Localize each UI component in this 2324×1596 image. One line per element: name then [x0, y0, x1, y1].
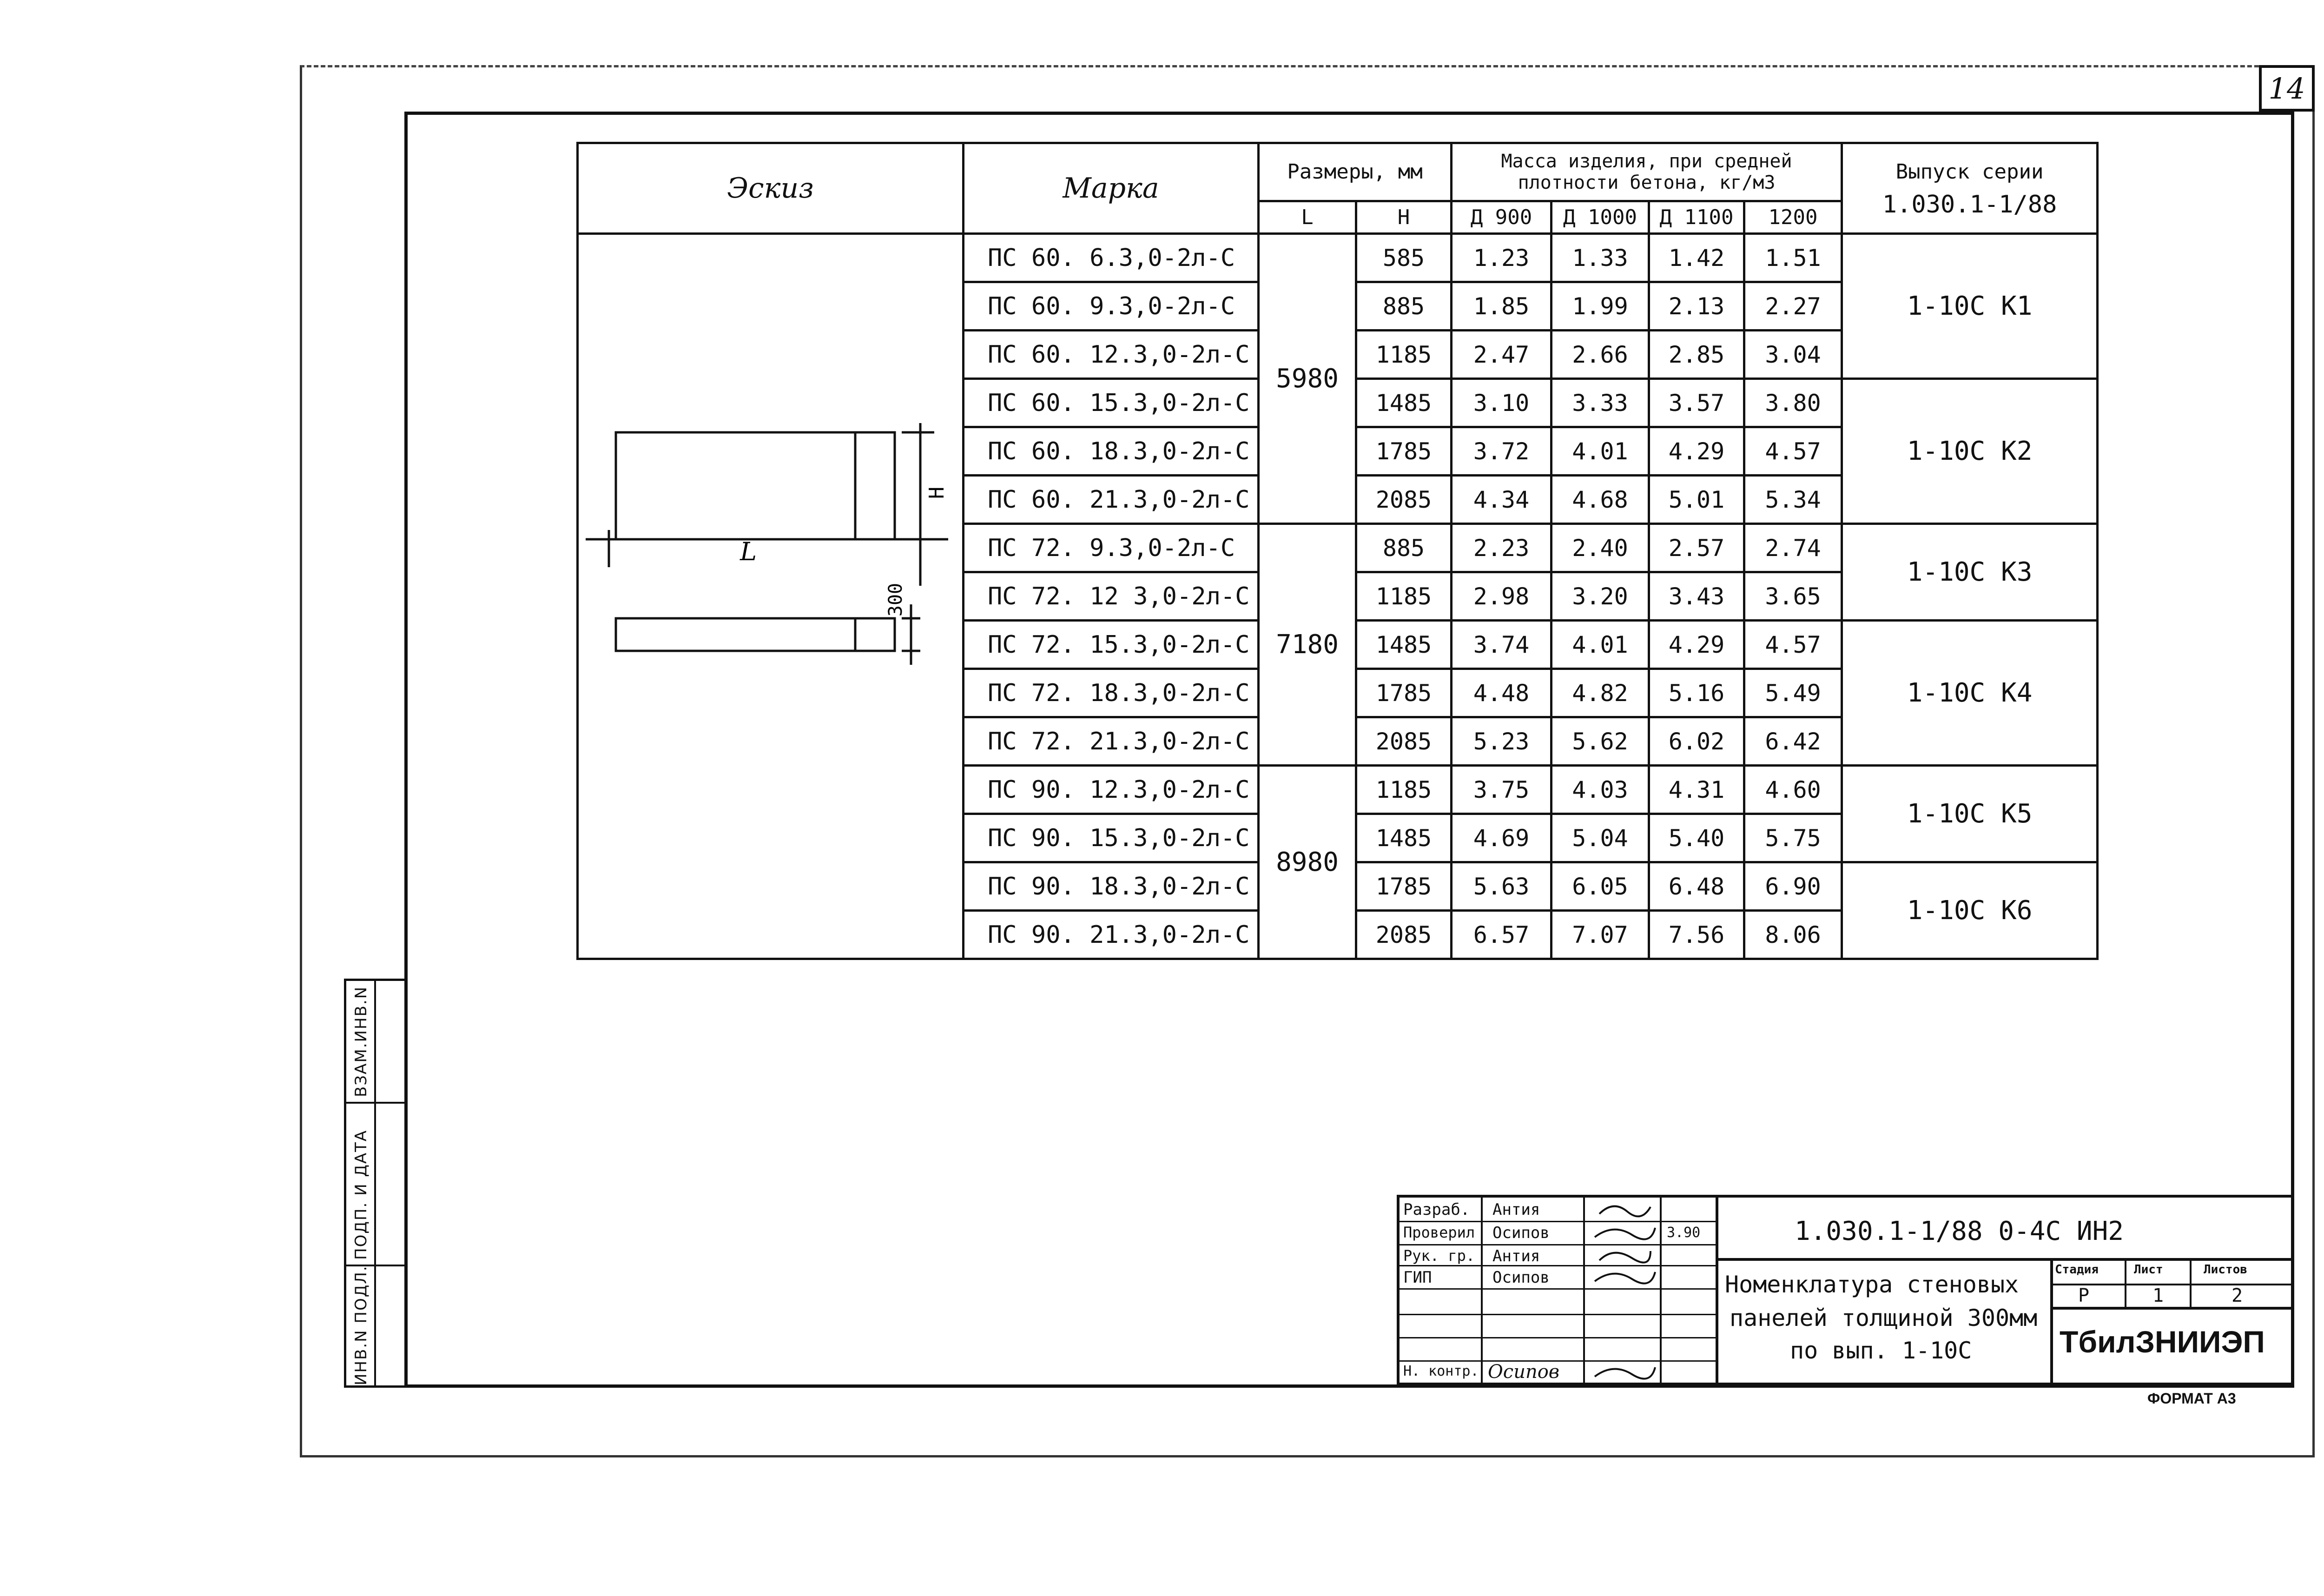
height-cell: 1785 — [1356, 669, 1452, 717]
mass-cell: 5.34 — [1744, 476, 1842, 524]
header-d1000: Д 1000 — [1552, 201, 1649, 234]
mark-cell: ПС 72. 15.3,0-2л-С — [964, 621, 1259, 669]
stamp-stage-header: Стадия — [2055, 1263, 2099, 1277]
mass-cell: 2.57 — [1649, 524, 1744, 572]
height-cell: 1185 — [1356, 331, 1452, 379]
mass-cell: 4.34 — [1452, 476, 1552, 524]
mass-cell: 5.04 — [1552, 814, 1649, 862]
stamp-role-norm-control: Н. контр. — [1403, 1363, 1479, 1379]
stamp-date: 3.90 — [1667, 1225, 1701, 1241]
mass-cell: 4.01 — [1552, 427, 1649, 476]
header-H: H — [1356, 201, 1452, 234]
mass-cell: 2.66 — [1552, 331, 1649, 379]
header-mass: Масса изделия, при средней плотности бетона, кг/м3 — [1452, 143, 1842, 201]
mark-cell: ПС 72. 21.3,0-2л-С — [964, 717, 1259, 766]
mass-cell: 2.13 — [1649, 282, 1744, 331]
mass-cell: 4.57 — [1744, 427, 1842, 476]
header-release — [1842, 143, 2098, 234]
mark-cell: ПС 60. 15.3,0-2л-С — [964, 379, 1259, 427]
sketch-label-L: L — [740, 537, 757, 566]
mass-cell: 2.27 — [1744, 282, 1842, 331]
stamp-designation: 1.030.1-1/88 0-4С ИН2 — [1795, 1216, 2124, 1246]
mass-cell: 8.06 — [1744, 911, 1842, 959]
mass-cell: 1.85 — [1452, 282, 1552, 331]
mark-cell: ПС 90. 12.3,0-2л-С — [964, 766, 1259, 814]
mass-cell: 5.49 — [1744, 669, 1842, 717]
mass-cell: 2.40 — [1552, 524, 1649, 572]
mass-cell: 3.75 — [1452, 766, 1552, 814]
strip-label-sign: ПОДП. И ДАТА — [352, 1129, 370, 1260]
mass-cell: 3.43 — [1649, 572, 1744, 621]
stamp-title-line-2: панелей толщиной 300мм — [1730, 1305, 2038, 1331]
stamp-name-gip: Осипов — [1492, 1268, 1550, 1287]
mass-cell: 4.68 — [1552, 476, 1649, 524]
header-release-label: Выпуск серии — [1895, 160, 2044, 184]
stamp-name-checker: Осипов — [1492, 1224, 1550, 1242]
mark-cell: ПС 90. 21.3,0-2л-С — [964, 911, 1259, 959]
mass-cell: 3.74 — [1452, 621, 1552, 669]
mass-cell: 3.72 — [1452, 427, 1552, 476]
mass-cell: 6.90 — [1744, 862, 1842, 911]
stamp-name-group-lead: Антия — [1492, 1247, 1540, 1265]
height-cell: 2085 — [1356, 717, 1452, 766]
format-label: ФОРМАТ А3 — [2147, 1390, 2236, 1407]
stamp-role-gip: ГИП — [1403, 1268, 1432, 1287]
mark-cell: ПС 90. 15.3,0-2л-С — [964, 814, 1259, 862]
mass-cell: 6.57 — [1452, 911, 1552, 959]
stamp-title-line-3: по вып. 1-10С — [1790, 1337, 1972, 1364]
mass-cell: 2.74 — [1744, 524, 1842, 572]
stamp-role-group-lead: Рук. гр. — [1403, 1247, 1475, 1265]
mass-cell: 5.16 — [1649, 669, 1744, 717]
panel-elevation-outline — [616, 432, 895, 539]
height-cell: 885 — [1356, 524, 1452, 572]
page-number: 14 — [2259, 65, 2315, 112]
mass-cell: 5.75 — [1744, 814, 1842, 862]
strip-label-replace: ВЗАМ.ИНВ.N — [352, 986, 370, 1097]
mass-cell: 3.80 — [1744, 379, 1842, 427]
release-cell: 1-10С К3 — [1842, 524, 2098, 621]
mass-cell: 4.01 — [1552, 621, 1649, 669]
mass-cell: 3.33 — [1552, 379, 1649, 427]
panel-sketch — [576, 232, 962, 925]
mass-cell: 2.85 — [1649, 331, 1744, 379]
height-cell: 2085 — [1356, 476, 1452, 524]
mass-cell: 4.57 — [1744, 621, 1842, 669]
mass-cell: 1.51 — [1744, 234, 1842, 282]
header-release-series: 1.030.1-1/88 — [1882, 191, 2057, 219]
mass-cell: 7.07 — [1552, 911, 1649, 959]
mark-cell: ПС 72. 9.3,0-2л-С — [964, 524, 1259, 572]
panel-section-outline — [616, 618, 895, 651]
stamp-sheets: 2 — [2232, 1285, 2243, 1306]
release-cell: 1-10С К1 — [1842, 234, 2098, 379]
height-cell: 1185 — [1356, 766, 1452, 814]
height-cell: 1485 — [1356, 814, 1452, 862]
mark-cell: ПС 72. 18.3,0-2л-С — [964, 669, 1259, 717]
stamp-organization: ТбилЗНИИЭП — [2060, 1324, 2265, 1359]
mass-cell: 1.33 — [1552, 234, 1649, 282]
release-cell: 1-10С К5 — [1842, 766, 2098, 862]
mass-cell: 2.47 — [1452, 331, 1552, 379]
height-cell: 2085 — [1356, 911, 1452, 959]
sketch-label-H: H — [925, 486, 949, 499]
mass-cell: 4.03 — [1552, 766, 1649, 814]
stamp-sheet: 1 — [2152, 1285, 2164, 1306]
title-block — [1397, 1195, 2294, 1385]
header-L: L — [1259, 201, 1356, 234]
stamp-sheets-header: Листов — [2204, 1263, 2247, 1277]
mass-cell: 3.04 — [1744, 331, 1842, 379]
stamp-sheet-header: Лист — [2134, 1263, 2163, 1277]
header-d1200: 1200 — [1744, 201, 1842, 234]
mass-cell: 4.82 — [1552, 669, 1649, 717]
height-cell: 1485 — [1356, 379, 1452, 427]
length-cell: 5980 — [1259, 234, 1356, 524]
header-d900: Д 900 — [1452, 201, 1552, 234]
mass-cell: 5.40 — [1649, 814, 1744, 862]
height-cell: 585 — [1356, 234, 1452, 282]
length-cell: 7180 — [1259, 524, 1356, 766]
height-cell: 885 — [1356, 282, 1452, 331]
mass-cell: 4.60 — [1744, 766, 1842, 814]
mass-cell: 4.69 — [1452, 814, 1552, 862]
mark-cell: ПС 60. 12.3,0-2л-С — [964, 331, 1259, 379]
mass-cell: 3.65 — [1744, 572, 1842, 621]
height-cell: 1485 — [1356, 621, 1452, 669]
stamp-name-developer: Антия — [1492, 1200, 1540, 1219]
mass-cell: 5.01 — [1649, 476, 1744, 524]
mass-cell: 4.31 — [1649, 766, 1744, 814]
mass-cell: 1.42 — [1649, 234, 1744, 282]
mark-cell: ПС 60. 21.3,0-2л-С — [964, 476, 1259, 524]
release-cell: 1-10С К2 — [1842, 379, 2098, 524]
height-cell: 1185 — [1356, 572, 1452, 621]
mass-cell: 2.98 — [1452, 572, 1552, 621]
header-sketch: Эскиз — [578, 143, 964, 234]
stamp-role-developer: Разраб. — [1403, 1200, 1470, 1219]
signatures — [1585, 1198, 1660, 1383]
mass-cell: 4.29 — [1649, 621, 1744, 669]
left-strip — [344, 979, 404, 1388]
mass-cell: 6.48 — [1649, 862, 1744, 911]
release-cell: 1-10С К6 — [1842, 862, 2098, 959]
mass-cell: 6.42 — [1744, 717, 1842, 766]
mark-cell: ПС 60. 6.3,0-2л-С — [964, 234, 1259, 282]
height-cell: 1785 — [1356, 427, 1452, 476]
header-d1100: Д 1100 — [1649, 201, 1744, 234]
mass-cell: 5.62 — [1552, 717, 1649, 766]
mass-cell: 4.48 — [1452, 669, 1552, 717]
mass-cell: 4.29 — [1649, 427, 1744, 476]
header-sizes: Размеры, мм — [1259, 143, 1452, 201]
mass-cell: 2.23 — [1452, 524, 1552, 572]
stamp-role-checker: Проверил — [1403, 1224, 1475, 1241]
mass-cell: 5.63 — [1452, 862, 1552, 911]
mass-cell: 6.05 — [1552, 862, 1649, 911]
mark-cell: ПС 90. 18.3,0-2л-С — [964, 862, 1259, 911]
mark-cell: ПС 60. 18.3,0-2л-С — [964, 427, 1259, 476]
mark-cell: ПС 60. 9.3,0-2л-С — [964, 282, 1259, 331]
strip-label-inv: ИНВ.N ПОДЛ. — [352, 1265, 370, 1385]
mass-cell: 7.56 — [1649, 911, 1744, 959]
stamp-name-norm-control: Осипов — [1488, 1361, 1560, 1383]
mass-cell: 1.23 — [1452, 234, 1552, 282]
length-cell: 8980 — [1259, 766, 1356, 959]
mark-cell: ПС 72. 12 3,0-2л-С — [964, 572, 1259, 621]
mass-cell: 5.23 — [1452, 717, 1552, 766]
release-cell: 1-10С К4 — [1842, 621, 2098, 766]
stamp-title-line-1: Номенклатура стеновых — [1725, 1271, 2019, 1298]
stamp-stage: Р — [2078, 1285, 2090, 1306]
mass-cell: 1.99 — [1552, 282, 1649, 331]
header-mark: Марка — [964, 143, 1259, 234]
height-cell: 1785 — [1356, 862, 1452, 911]
sketch-label-300: 300 — [885, 583, 906, 617]
mass-cell: 3.10 — [1452, 379, 1552, 427]
mass-cell: 6.02 — [1649, 717, 1744, 766]
mass-cell: 3.20 — [1552, 572, 1649, 621]
mass-cell: 3.57 — [1649, 379, 1744, 427]
